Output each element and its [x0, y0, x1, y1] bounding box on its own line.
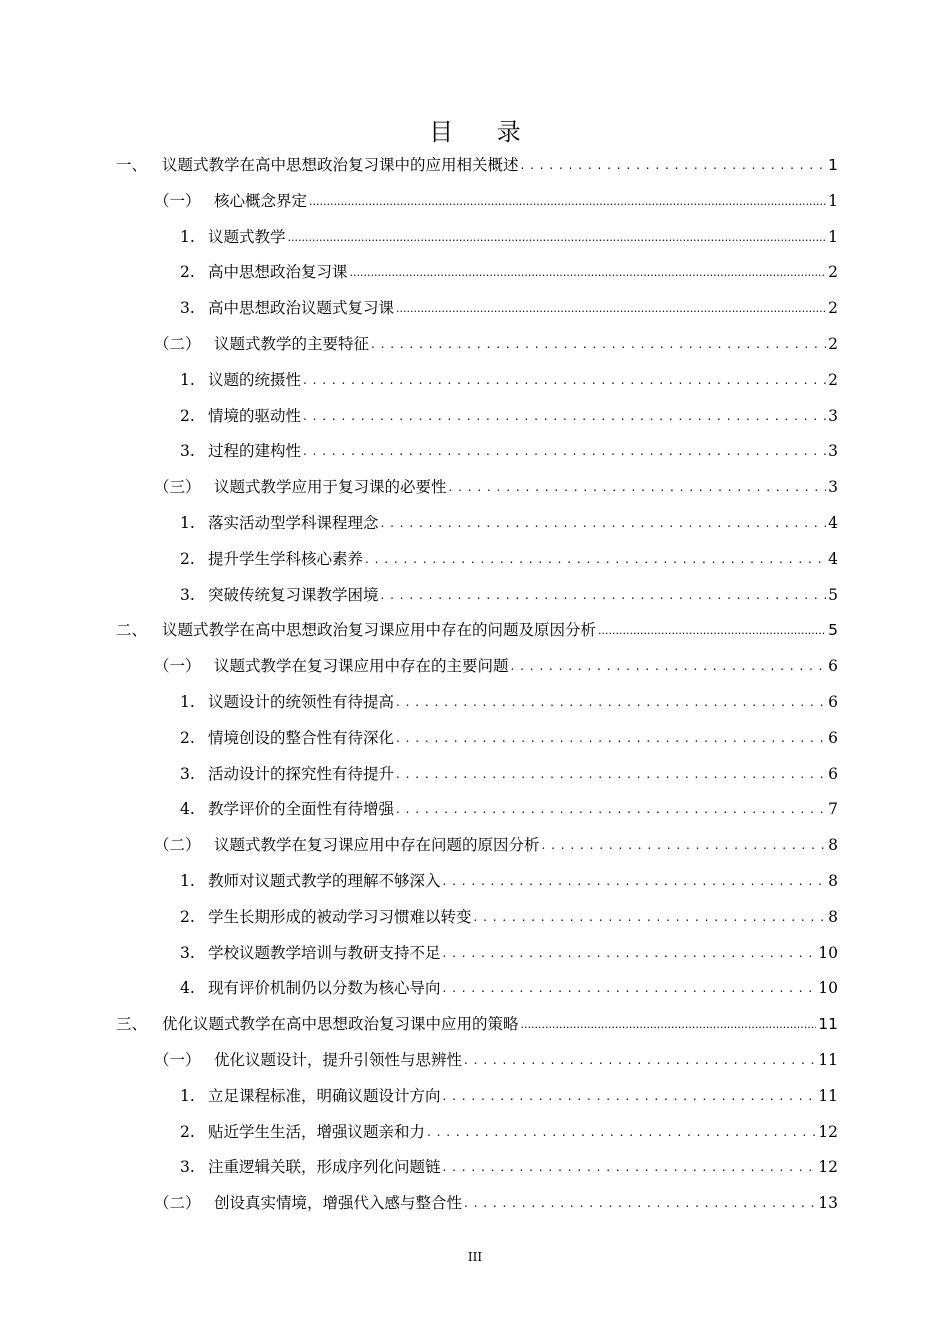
toc-entry-page: 6: [828, 764, 838, 783]
toc-entry-number: 3.: [180, 442, 195, 461]
toc-entry-page: 1: [828, 156, 838, 174]
toc-entry-page: 8: [828, 907, 838, 926]
toc-dot-leader: [396, 726, 826, 750]
toc-entry[interactable]: [154, 833, 838, 857]
toc-entry-title: 教学评价的全面性有待增强: [208, 800, 395, 819]
toc-entry-title: 议题式教学在复习课应用中存在问题的原因分析: [214, 836, 540, 855]
toc-entry-title: 优化议题设计，提升引领性与思辨性: [214, 1051, 463, 1069]
toc-entry-page: 10: [818, 979, 838, 998]
toc-dot-leader: [396, 762, 826, 786]
toc-entry[interactable]: [180, 690, 838, 714]
toc-entry[interactable]: [180, 404, 838, 428]
toc-entry-number: 1.: [180, 514, 195, 532]
toc-dot-leader: [443, 869, 827, 893]
toc-entry-number: 3.: [180, 1158, 195, 1177]
toc-entry-title: 情境创设的整合性有待深化: [208, 728, 395, 747]
toc-entry[interactable]: [180, 869, 838, 893]
toc-entry-number: 一、: [116, 156, 148, 174]
toc-entry-page: 5: [828, 585, 838, 604]
toc-entry[interactable]: [154, 475, 838, 499]
page-number-footer: III: [467, 1250, 483, 1264]
toc-entry[interactable]: [180, 583, 838, 607]
toc-entry-number: 3.: [180, 943, 195, 962]
toc-entry-page: 2: [828, 335, 838, 353]
toc-entry[interactable]: [154, 1048, 838, 1072]
toc-entry-title: 活动设计的探究性有待提升: [208, 764, 395, 783]
toc-entry-page: 1: [828, 227, 838, 246]
toc-entry-page: 5: [828, 621, 838, 640]
toc-entry[interactable]: [180, 1084, 838, 1108]
toc-entry-number: 1.: [180, 693, 195, 711]
toc-entry-page: 11: [818, 1051, 838, 1069]
toc-entry-title: 议题式教学在复习课应用中存在的主要问题: [214, 657, 509, 676]
toc-entry-title: 教师对议题式教学的理解不够深入: [208, 872, 441, 890]
toc-dot-leader: [474, 905, 827, 929]
toc-entry-number: （三）: [154, 478, 201, 497]
toc-dot-leader: [303, 404, 826, 428]
toc-entry[interactable]: [180, 941, 838, 965]
toc-dot-leader: [449, 475, 827, 499]
toc-entry-page: 11: [818, 1015, 838, 1034]
toc-entry-page: 11: [818, 1086, 838, 1105]
toc-dot-leader: [521, 153, 827, 177]
toc-entry-page: 4: [828, 549, 838, 568]
toc-entry[interactable]: [180, 762, 838, 786]
toc-entry-number: 2.: [180, 406, 195, 425]
toc-dot-leader: [350, 261, 827, 285]
toc-entry-title: 提升学生学科核心素养: [208, 549, 364, 568]
toc-entry-number: （二）: [154, 1194, 201, 1213]
toc-dot-leader: [303, 439, 826, 463]
toc-entry-title: 议题式教学在高中思想政治复习课应用中存在的问题及原因分析: [162, 621, 597, 640]
toc-entry-page: 2: [828, 263, 838, 282]
toc-dot-leader: [381, 583, 827, 607]
toc-entry-title: 落实活动型学科课程理念: [208, 514, 379, 532]
toc-entry-title: 情境的驱动性: [208, 406, 302, 425]
toc-entry-title: 高中思想政治议题式复习课: [208, 299, 395, 318]
toc-entry-page: 12: [818, 1122, 838, 1141]
toc-entry[interactable]: [154, 189, 838, 213]
toc-entry-title: 议题式教学应用于复习课的必要性: [214, 478, 447, 497]
toc-entry-page: 3: [828, 406, 838, 425]
toc-entry[interactable]: [154, 654, 838, 678]
page-title: 目 录: [429, 118, 539, 146]
toc-entry[interactable]: [180, 260, 838, 284]
toc-entry-page: 6: [828, 693, 838, 711]
toc-entry-page: 8: [828, 836, 838, 855]
toc-dot-leader: [396, 297, 826, 321]
toc-entry-number: （一）: [154, 191, 201, 210]
toc-entry[interactable]: [154, 1191, 838, 1215]
toc-entry-number: 3.: [180, 585, 195, 604]
toc-entry-title: 议题设计的统领性有待提高: [208, 693, 395, 711]
toc-dot-leader: [309, 190, 826, 214]
toc-entry-title: 议题式教学的主要特征: [214, 335, 370, 353]
toc-entry-title: 议题的统摄性: [208, 370, 302, 389]
toc-entry-title: 议题式教学在高中思想政治复习课中的应用相关概述: [162, 156, 519, 174]
toc-dot-leader: [443, 1084, 817, 1108]
toc-entry-number: 1.: [180, 1086, 195, 1105]
toc-entry-title: 高中思想政治复习课: [208, 263, 348, 282]
toc-entry[interactable]: [180, 547, 838, 571]
toc-entry-page: 1: [828, 191, 838, 210]
toc-entry-title: 优化议题式教学在高中思想政治复习课中应用的策略: [162, 1015, 519, 1034]
toc-entry-number: 2.: [180, 1122, 195, 1141]
toc-entry-number: 4.: [180, 979, 195, 998]
toc-entry-page: 2: [828, 370, 838, 389]
toc-entry-number: 1.: [180, 872, 195, 890]
toc-entry-number: 二、: [116, 621, 148, 640]
toc-entry-page: 12: [818, 1158, 838, 1177]
toc-entry[interactable]: [180, 511, 838, 535]
toc-entry-number: 2.: [180, 907, 195, 926]
toc-entry-number: 1.: [180, 227, 195, 246]
toc-entry-page: 3: [828, 478, 838, 497]
toc-entry-title: 过程的建构性: [208, 442, 302, 461]
toc-entry[interactable]: [154, 332, 838, 356]
toc-dot-leader: [511, 654, 827, 678]
toc-dot-leader: [288, 226, 827, 250]
toc-entry-title: 议题式教学: [208, 227, 286, 246]
toc-entry-number: 2.: [180, 728, 195, 747]
toc-entry-page: 7: [828, 800, 838, 819]
toc-entry-page: 3: [828, 442, 838, 461]
toc-entry-number: （一）: [154, 1051, 201, 1069]
toc-entry-number: （二）: [154, 836, 201, 855]
toc-dot-leader: [303, 368, 826, 392]
toc-entry[interactable]: [180, 905, 838, 929]
toc-entry[interactable]: [180, 225, 838, 249]
toc-entry-title: 创设真实情境，增强代入感与整合性: [214, 1194, 463, 1213]
toc-entry-number: （一）: [154, 657, 201, 676]
toc-dot-leader: [542, 833, 827, 857]
toc-dot-leader: [396, 797, 826, 821]
toc-dot-leader: [443, 1155, 817, 1179]
toc-entry-page: 6: [828, 657, 838, 676]
toc-entry[interactable]: [116, 153, 838, 177]
toc-dot-leader: [443, 976, 817, 1000]
toc-entry-number: （二）: [154, 335, 201, 353]
toc-dot-leader: [598, 619, 826, 643]
toc-entry-number: 3.: [180, 764, 195, 783]
toc-entry[interactable]: [180, 976, 838, 1000]
toc-entry-title: 立足课程标准，明确议题设计方向: [208, 1086, 441, 1105]
toc-entry[interactable]: [180, 797, 838, 821]
toc-entry-page: 6: [828, 728, 838, 747]
toc-entry-title: 突破传统复习课教学困境: [208, 585, 379, 604]
toc-entry[interactable]: [180, 439, 838, 463]
toc-entry-title: 学校议题教学培训与教研支持不足: [208, 943, 441, 962]
toc-entry-number: 1.: [180, 370, 195, 389]
toc-dot-leader: [396, 690, 826, 714]
toc-dot-leader: [464, 1191, 816, 1215]
toc-entry-page: 10: [818, 943, 838, 962]
toc-entry-page: 4: [828, 514, 838, 532]
toc-entry-number: 4.: [180, 800, 195, 819]
toc-entry-title: 核心概念界定: [214, 191, 308, 210]
toc-dot-leader: [427, 1120, 816, 1144]
toc-entry-number: 三、: [116, 1015, 148, 1034]
toc-entry[interactable]: [116, 618, 838, 642]
toc-entry-title: 贴近学生生活，增强议题亲和力: [208, 1122, 426, 1141]
toc-dot-leader: [521, 1013, 817, 1037]
toc-entry[interactable]: [180, 296, 838, 320]
toc-dot-leader: [381, 511, 827, 535]
toc-entry-number: 2.: [180, 263, 195, 282]
toc-dot-leader: [371, 332, 826, 356]
toc-dot-leader: [443, 941, 817, 965]
toc-entry[interactable]: [116, 1012, 838, 1036]
toc-entry[interactable]: [180, 1120, 838, 1144]
toc-entry-number: 2.: [180, 549, 195, 568]
toc-entry-title: 学生长期形成的被动学习习惯难以转变: [208, 907, 472, 926]
toc-entry-page: 2: [828, 299, 838, 318]
toc-entry[interactable]: [180, 368, 838, 392]
toc-entry-title: 注重逻辑关联，形成序列化问题链: [208, 1158, 441, 1177]
toc-entry-title: 现有评价机制仍以分数为核心导向: [208, 979, 441, 998]
toc-entry[interactable]: [180, 726, 838, 750]
toc-dot-leader: [365, 547, 826, 571]
toc-entry-page: 8: [828, 872, 838, 890]
toc-entry-page: 13: [818, 1194, 838, 1213]
toc-dot-leader: [464, 1048, 816, 1072]
toc-entry[interactable]: [180, 1155, 838, 1179]
toc-entry-number: 3.: [180, 299, 195, 318]
